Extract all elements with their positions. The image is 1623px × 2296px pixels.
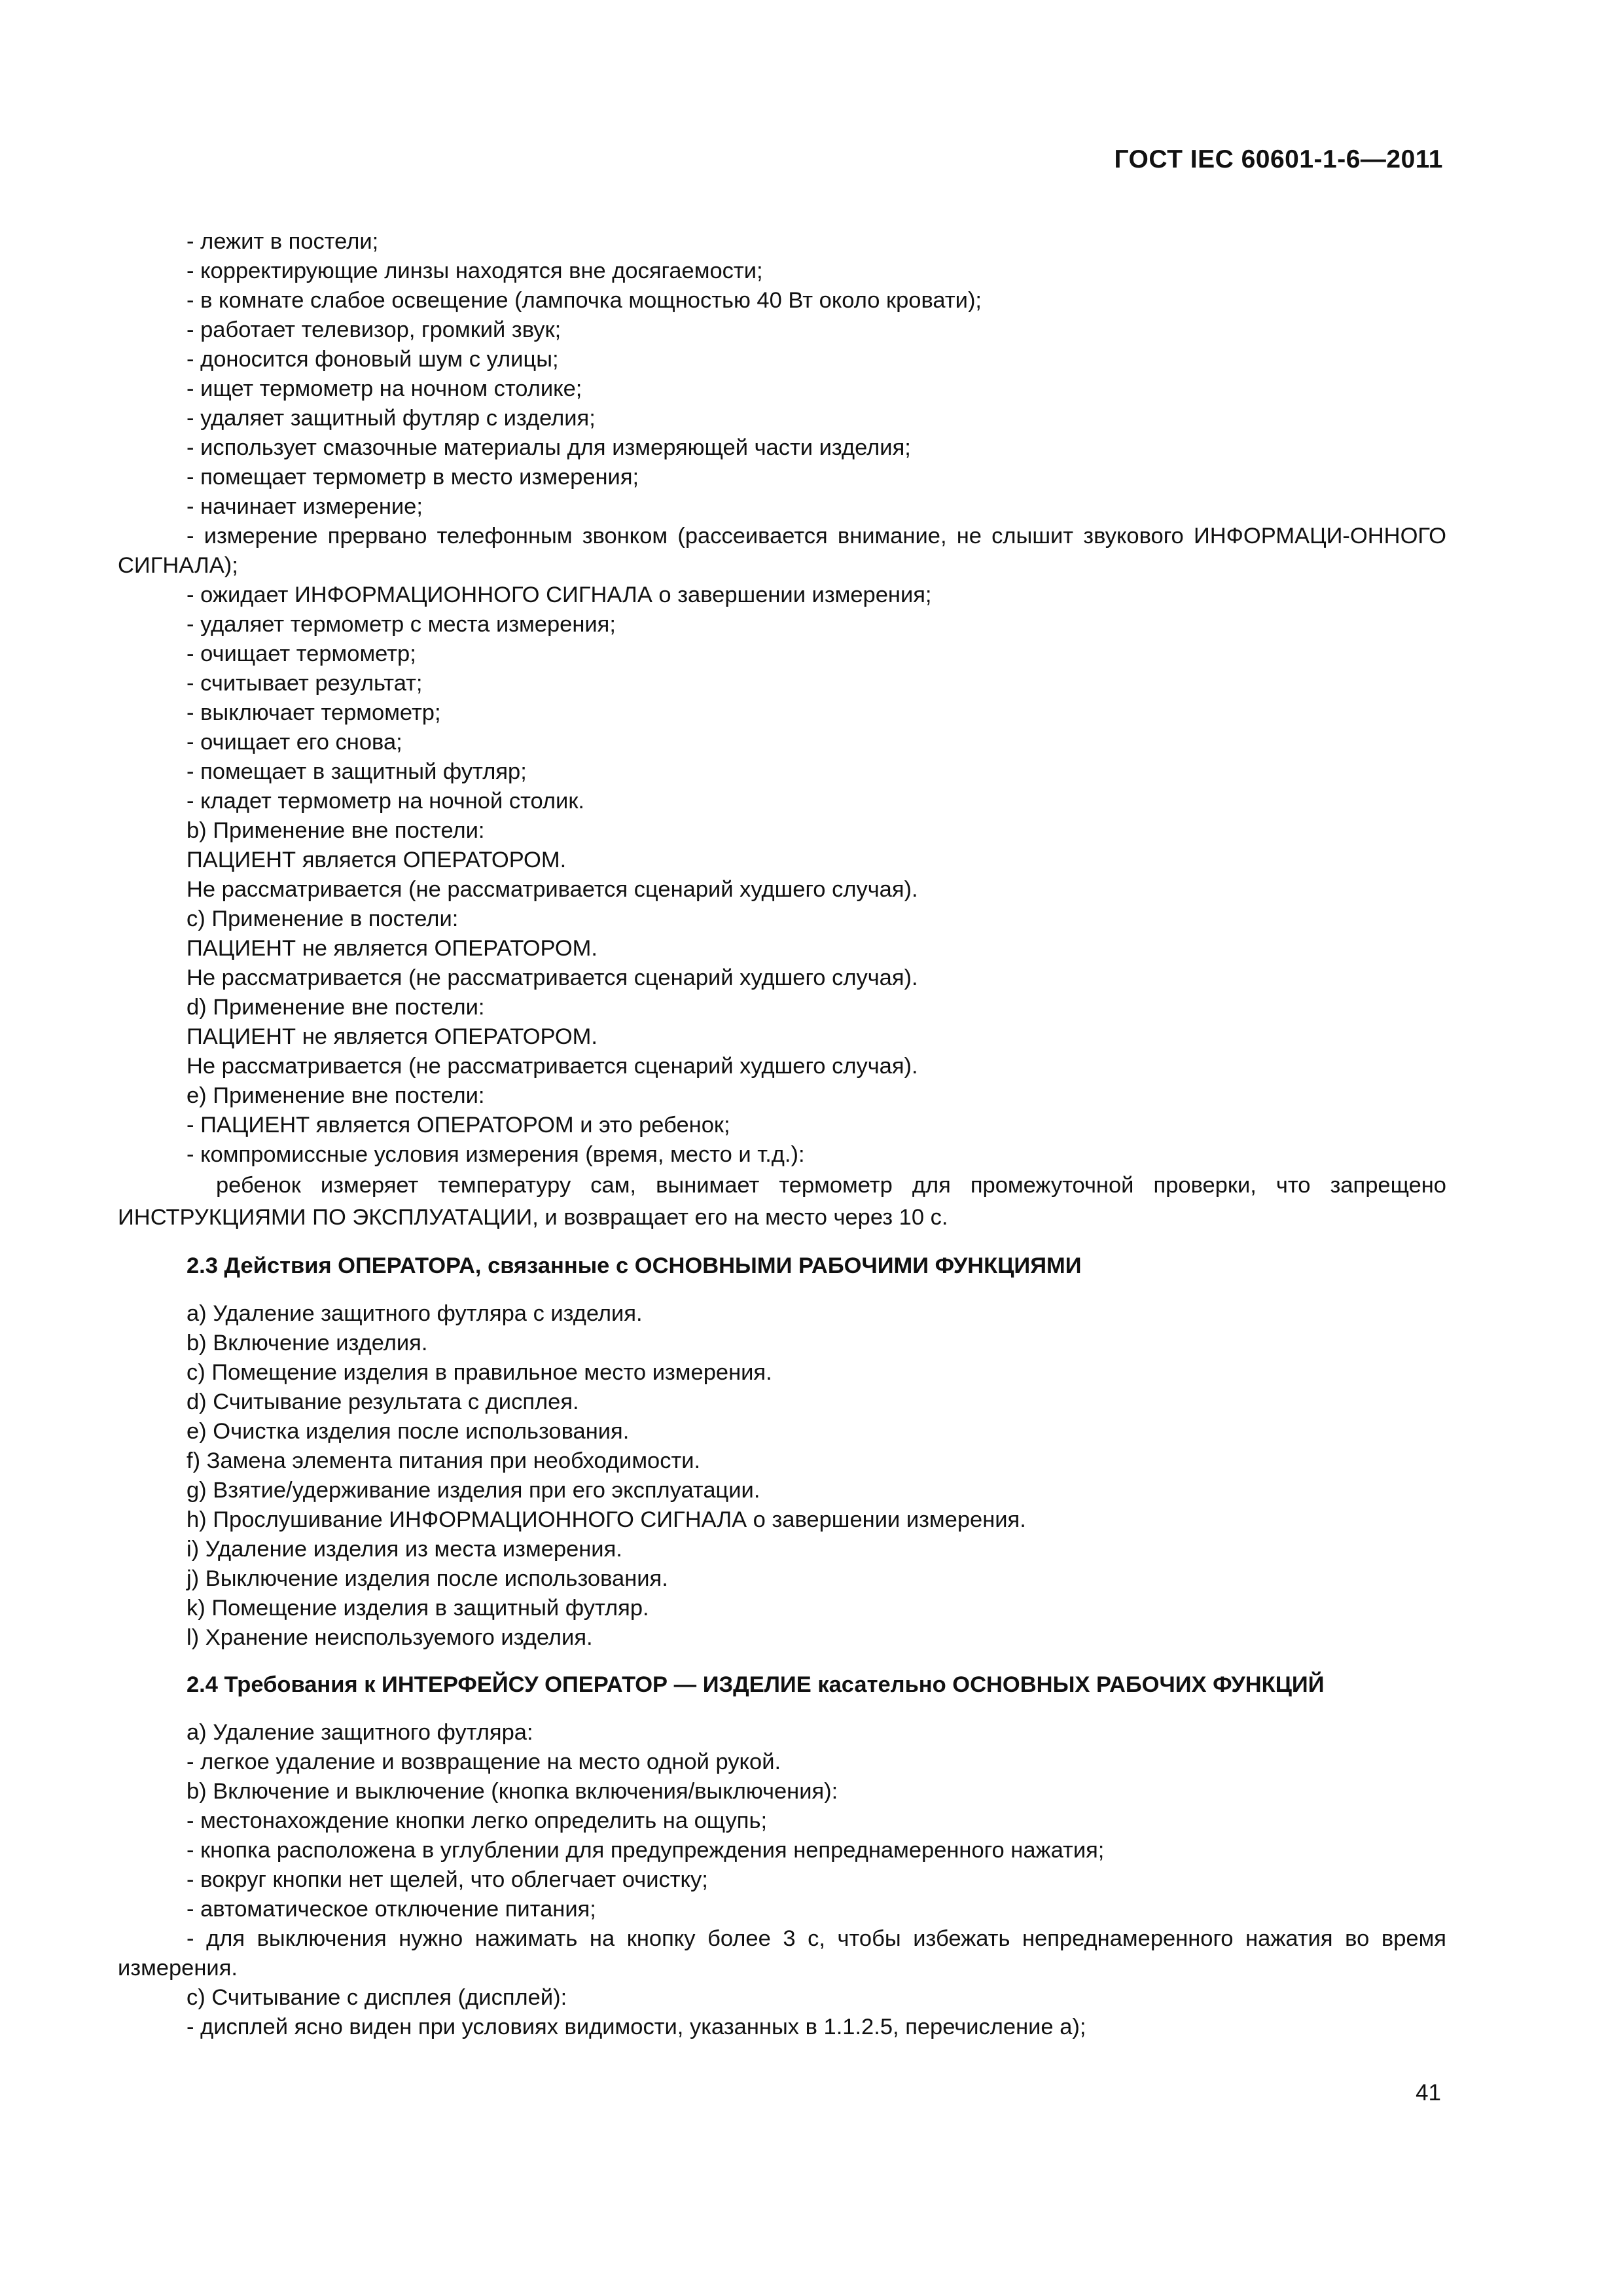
list-item: h) Прослушивание ИНФОРМАЦИОННОГО СИГНАЛА о завершении измерения. bbox=[187, 1507, 1026, 1532]
list-item: - кнопка расположена в углублении для предупреждения непреднамеренного нажатия; bbox=[187, 1838, 1105, 1863]
list-item: - лежит в постели; bbox=[187, 229, 379, 254]
list-item: - считывает результат; bbox=[187, 671, 423, 696]
list-item: d) Применение вне постели: bbox=[187, 995, 485, 1020]
list-item: Не рассматривается (не рассматривается сценарий худшего случая). bbox=[187, 877, 918, 902]
list-item: - помещает в защитный футляр; bbox=[187, 759, 527, 784]
page-number: 41 bbox=[1416, 2080, 1441, 2106]
list-item: Не рассматривается (не рассматривается сценарий худшего случая). bbox=[187, 1054, 918, 1079]
list-item: - ожидает ИНФОРМАЦИОННОГО СИГНАЛА о завершении измерения; bbox=[187, 583, 932, 607]
scenario-list-1 bbox=[118, 227, 1446, 522]
list-item: g) Взятие/удерживание изделия при его эксплуатации. bbox=[187, 1478, 760, 1503]
list-item: l) Хранение неиспользуемого изделия. bbox=[187, 1625, 593, 1650]
section-2-3-list bbox=[118, 1299, 1446, 1653]
list-item: - корректирующие линзы находятся вне досягаемости; bbox=[187, 259, 763, 283]
list-item: f) Замена элемента питания при необходимости. bbox=[187, 1448, 701, 1473]
list-item: - ищет термометр на ночном столике; bbox=[187, 376, 582, 401]
list-item: - дисплей ясно виден при условиях видимости, указанных в 1.1.2.5, перечисление а); bbox=[187, 2015, 1086, 2039]
list-item: - очищает термометр; bbox=[187, 641, 416, 666]
list-item: e) Применение вне постели: bbox=[187, 1083, 485, 1108]
list-item: - использует смазочные материалы для измеряющей части изделия; bbox=[187, 435, 911, 460]
list-item: - местонахождение кнопки легко определить на ощупь; bbox=[187, 1808, 768, 1833]
list-item: ПАЦИЕНТ не является ОПЕРАТОРОМ. bbox=[187, 1024, 597, 1049]
section-2-4-list bbox=[118, 1718, 1446, 2042]
list-item: - вокруг кнопки нет щелей, что облегчает очистку; bbox=[187, 1867, 708, 1892]
list-item: - выключает термометр; bbox=[187, 700, 441, 725]
list-item: - легкое удаление и возвращение на место одной рукой. bbox=[187, 1749, 781, 1774]
standard-code-header: ГОСТ IEC 60601-1-6—2011 bbox=[1114, 145, 1443, 173]
list-item: b) Включение изделия. bbox=[187, 1331, 428, 1355]
scenario-list-2 bbox=[118, 581, 1446, 1170]
page-content bbox=[118, 227, 1446, 2042]
list-item: b) Применение вне постели: bbox=[187, 818, 485, 843]
list-item: - начинает измерение; bbox=[187, 494, 423, 519]
list-item: j) Выключение изделия после использования. bbox=[187, 1566, 668, 1591]
list-item: - помещает термометр в место измерения; bbox=[187, 465, 639, 490]
list-item: c) Применение в постели: bbox=[187, 906, 459, 931]
list-item: Не рассматривается (не рассматривается сценарий худшего случая). bbox=[187, 965, 918, 990]
list-item: a) Удаление защитного футляра с изделия. bbox=[187, 1301, 643, 1326]
list-item: - в комнате слабое освещение (лампочка мощностью 40 Вт около кровати); bbox=[187, 288, 982, 313]
list-item: c) Считывание с дисплея (дисплей): bbox=[187, 1985, 567, 2010]
list-item: - доносится фоновый шум с улицы; bbox=[187, 347, 559, 372]
list-item: i) Удаление изделия из места измерения. bbox=[187, 1537, 622, 1562]
list-item: ПАЦИЕНТ является ОПЕРАТОРОМ. bbox=[187, 848, 567, 872]
list-item: a) Удаление защитного футляра: bbox=[187, 1720, 533, 1745]
list-item: e) Очистка изделия после использования. bbox=[187, 1419, 630, 1444]
list-item: ПАЦИЕНТ не является ОПЕРАТОРОМ. bbox=[187, 936, 597, 961]
list-item: - удаляет защитный футляр с изделия; bbox=[187, 406, 596, 431]
list-item: - ПАЦИЕНТ является ОПЕРАТОРОМ и это ребенок; bbox=[187, 1113, 730, 1138]
section-heading-2-4: 2.4 Требования к ИНТЕРФЕЙСУ ОПЕРАТОР — ИЗДЕЛИЕ касательно ОСНОВНЫХ РАБОЧИХ ФУНКЦИЙ bbox=[187, 1672, 1325, 1697]
list-item-wrapped: - измерение прервано телефонным звонком (рассеивается внимание, не слышит звукового ИНФОРМАЦИ-ОННОГО СИГНАЛА); bbox=[118, 524, 1446, 578]
list-item: - автоматическое отключение питания; bbox=[187, 1897, 596, 1922]
list-item: - работает телевизор, громкий звук; bbox=[187, 317, 562, 342]
list-item: d) Считывание результата с дисплея. bbox=[187, 1390, 579, 1414]
list-item: c) Помещение изделия в правильное место измерения. bbox=[187, 1360, 772, 1385]
list-item-wrapped: - для выключения нужно нажимать на кнопку более 3 с, чтобы избежать непреднамеренного нажатия во время измерения. bbox=[118, 1926, 1446, 1981]
section-heading-2-3: 2.3 Действия ОПЕРАТОРА, связанные с ОСНОВНЫМИ РАБОЧИМИ ФУНКЦИЯМИ bbox=[187, 1253, 1082, 1278]
list-item: - компромиссные условия измерения (время, место и т.д.): bbox=[187, 1142, 805, 1167]
list-item: k) Помещение изделия в защитный футляр. bbox=[187, 1596, 649, 1621]
list-item: - кладет термометр на ночной столик. bbox=[187, 789, 585, 814]
list-item: - очищает его снова; bbox=[187, 730, 402, 755]
paragraph-wrapped: ребенок измеряет температуру сам, вынимает термометр для промежуточной проверки, что запрещено ИНСТРУКЦИЯМИ ПО ЭКСПЛУАТАЦИИ, и возвращает его на место через 10 с. bbox=[118, 1173, 1446, 1230]
list-item: b) Включение и выключение (кнопка включения/выключения): bbox=[187, 1779, 838, 1804]
list-item: - удаляет термометр с места измерения; bbox=[187, 612, 616, 637]
